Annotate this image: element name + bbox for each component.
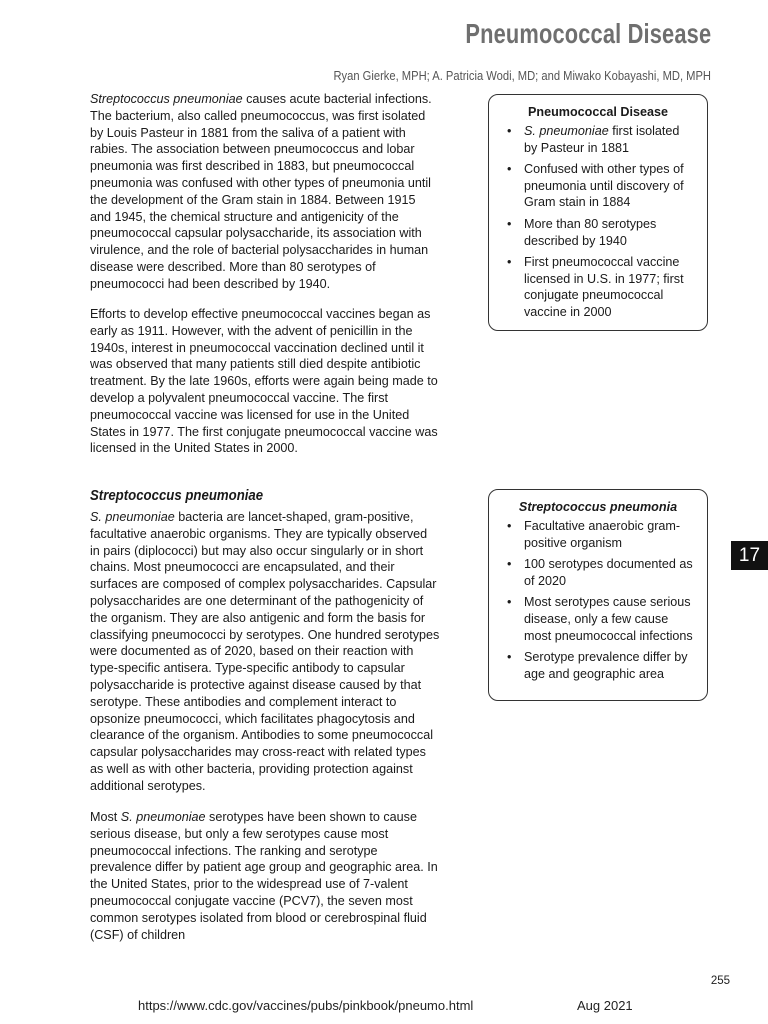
bullet-icon: • — [507, 162, 512, 177]
list-item-text: More than 80 serotypes described by 1940 — [524, 216, 657, 248]
species-name: S. pneumoniae — [524, 124, 609, 138]
list-item-text: Confused with other types of pneumonia until discovery of Gram stain in 1884 — [524, 162, 684, 210]
bullet-icon: • — [507, 216, 512, 231]
bullet-icon: • — [507, 557, 512, 572]
list-item — [501, 216, 695, 249]
footer-date: Aug 2021 — [577, 998, 633, 1013]
footer-url[interactable]: https://www.cdc.gov/vaccines/pubs/pinkbook/pneumo.html — [138, 998, 474, 1013]
box-list — [501, 518, 695, 682]
intro-paragraph-1 — [90, 91, 440, 293]
list-item-text: first isolated by Pasteur in 1881 — [524, 124, 680, 155]
species-name: Streptococcus pneumoniae — [90, 92, 243, 106]
list-item-text: Serotype prevalence differ by age and geographic area — [524, 650, 688, 681]
list-item — [501, 518, 695, 551]
list-item-text: 100 serotypes documented as of 2020 — [524, 557, 693, 588]
box-list — [501, 123, 695, 321]
summary-box-pneumococcal-disease — [488, 94, 708, 331]
list-item — [501, 649, 695, 682]
bullet-icon: • — [507, 595, 512, 610]
intro-paragraph-2 — [90, 306, 440, 457]
species-name: S. pneumoniae — [120, 810, 206, 824]
list-item-text: First pneumococcal vaccine licensed in U.S. in 1977; first conjugate pneumococcal vaccine in 2000 — [524, 255, 684, 319]
paragraph-text: Most — [90, 810, 121, 824]
species-name: S. pneumoniae — [90, 510, 175, 524]
section-paragraph-2 — [90, 809, 440, 943]
chapter-tab: 17 — [731, 541, 768, 570]
bullet-icon: • — [507, 519, 512, 533]
box-title: Pneumococcal Disease — [527, 105, 668, 119]
bullet-icon: • — [507, 255, 512, 270]
list-item — [501, 123, 695, 156]
bullet-icon: • — [507, 124, 512, 138]
box-title: Streptococcus pneumonia — [518, 500, 678, 514]
section-paragraph-1 — [90, 509, 440, 795]
paragraph-text: bacteria are lancet-shaped, gram-positive, facultative anaerobic organisms. They are typically observed in pairs (diplococci) but may also occur singularly or in short chains. Most pneumococci are encapsulated, and their surfaces are composed of complex polysaccharides. Capsular polysaccharides are one determinant of the pathogenicity of the organism. They are also antigenic and form the basis for classifying pneumococci by serotypes. One hundred serotypes were documented as of 2020, based on their reaction with type-specific antisera. Type-specific antibody to capsular polysaccharide is protective against disease caused by that serotype. These antibodies and complement interact to opsonize pneumococci, which facilitates phagocytosis and clearance of the organism. Antibodies to some pneumococcal capsular polysaccharides may cross-react with related types as well as with other bacteria, providing protection against additional serotypes. — [90, 510, 440, 793]
list-item — [501, 254, 695, 320]
list-item — [501, 161, 695, 211]
page-number: 255 — [710, 975, 730, 987]
list-item-text: Facultative anaerobic gram-positive organism — [524, 519, 681, 550]
paragraph-text: causes acute bacterial infections. The bacterium, also called pneumococcus, was first isolated by Louis Pasteur in 1881 from the saliva of a patient with rabies. The association between pneumococcus and lobar pneumonia was first described in 1883, but pneumococcal pneumonia was confused with other types of pneumonia until the development of the Gram stain in 1884. Between 1915 and 1945, the chemical structure and antigenicity of the pneumococcal capsular polysaccharide, its association with virulence, and the role of bacterial polysaccharides in human disease were described. More than 80 serotypes of pneumococci had been described by 1940. — [90, 92, 432, 291]
list-item — [501, 594, 695, 644]
page-title: Pneumococcal Disease — [465, 18, 711, 49]
section-heading: Streptococcus pneumoniae — [90, 487, 264, 504]
bullet-icon: • — [507, 650, 512, 665]
paragraph-text: Efforts to develop effective pneumococcal vaccines began as early as 1911. However, with the advent of penicillin in the 1940s, interest in pneumococcal vaccination declined until it was observed that many patients still died despite antibiotic treatment. By the late 1960s, efforts were again being made to develop a polyvalent pneumococcal vaccine. The first pneumococcal vaccine was licensed for use in the United States in 1977. The first conjugate pneumococcal vaccine was licensed in the United States in 2000. — [90, 307, 438, 456]
list-item-text: Most serotypes cause serious disease, only a few cause most pneumococcal infections — [524, 595, 693, 643]
summary-box-streptococcus — [488, 489, 708, 701]
list-item — [501, 556, 695, 589]
author-line: Ryan Gierke, MPH; A. Patricia Wodi, MD; and Miwako Kobayashi, MD, MPH — [333, 68, 711, 83]
paragraph-text: serotypes have been shown to cause serious disease, but only a few serotypes cause most pneumococcal infections. The ranking and serotype prevalence differ by patient age group and geographic area. In the United States, prior to the widespread use of 7-valent pneumococcal conjugate vaccine (PCV7), the seven most common serotypes isolated from blood or cerebrospinal fluid (CSF) of children — [90, 810, 438, 942]
